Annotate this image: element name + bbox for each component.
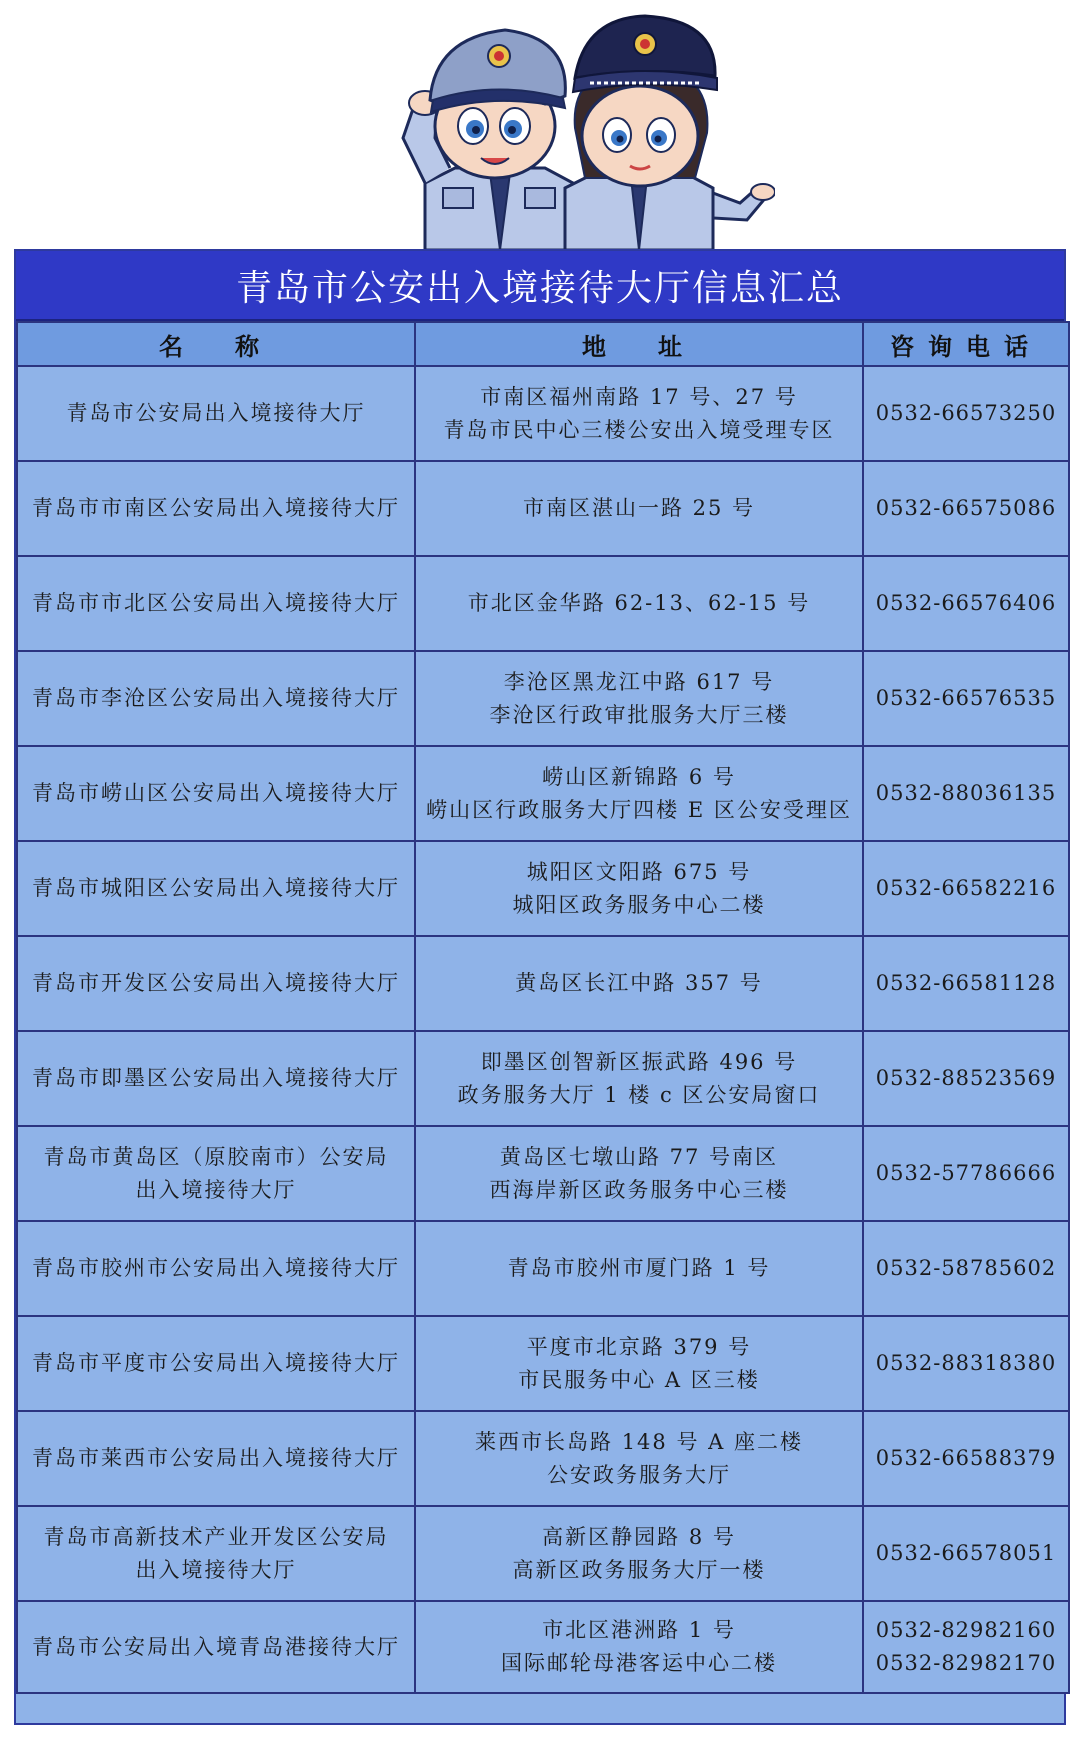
cell-address: 市北区港洲路 1 号 国际邮轮母港客运中心二楼: [415, 1601, 863, 1693]
cell-address: 黄岛区七墩山路 77 号南区 西海岸新区政务服务中心三楼: [415, 1126, 863, 1221]
cell-name: 青岛市莱西市公安局出入境接待大厅: [17, 1411, 415, 1506]
cell-phone: 0532-57786666: [863, 1126, 1069, 1221]
table-row: [17, 936, 1069, 1031]
cell-address: 城阳区文阳路 675 号 城阳区政务服务中心二楼: [415, 841, 863, 936]
cell-name: 青岛市胶州市公安局出入境接待大厅: [17, 1221, 415, 1316]
cell-phone: 0532-66575086: [863, 461, 1069, 556]
info-table-container: [14, 249, 1066, 1725]
info-table: [16, 321, 1070, 1694]
table-row: [17, 1601, 1069, 1693]
cell-phone: 0532-66576406: [863, 556, 1069, 651]
table-row: [17, 1506, 1069, 1601]
table-row: [17, 651, 1069, 746]
cell-address: 高新区静园路 8 号 高新区政务服务大厅一楼: [415, 1506, 863, 1601]
cell-address: 莱西市长岛路 148 号 A 座二楼 公安政务服务大厅: [415, 1411, 863, 1506]
cell-name: 青岛市开发区公安局出入境接待大厅: [17, 936, 415, 1031]
header-address: 地 址: [415, 322, 863, 366]
cell-name: 青岛市平度市公安局出入境接待大厅: [17, 1316, 415, 1411]
cell-name: 青岛市即墨区公安局出入境接待大厅: [17, 1031, 415, 1126]
cell-phone: 0532-88523569: [863, 1031, 1069, 1126]
table-title: 青岛市公安出入境接待大厅信息汇总: [16, 251, 1064, 321]
cell-phone: 0532-66588379: [863, 1411, 1069, 1506]
cell-phone: 0532-66582216: [863, 841, 1069, 936]
female-officer-icon: [565, 16, 775, 250]
cell-address: 青岛市胶州市厦门路 1 号: [415, 1221, 863, 1316]
table-row: [17, 746, 1069, 841]
table-row: [17, 1031, 1069, 1126]
cell-phone: 0532-88318380: [863, 1316, 1069, 1411]
table-row: [17, 556, 1069, 651]
table-row: [17, 1126, 1069, 1221]
cell-phone: 0532-88036135: [863, 746, 1069, 841]
cell-address: 黄岛区长江中路 357 号: [415, 936, 863, 1031]
table-row: [17, 841, 1069, 936]
cell-name: 青岛市崂山区公安局出入境接待大厅: [17, 746, 415, 841]
cell-phone: 0532-66578051: [863, 1506, 1069, 1601]
cell-name: 青岛市黄岛区（原胶南市）公安局 出入境接待大厅: [17, 1126, 415, 1221]
cell-phone: 0532-58785602: [863, 1221, 1069, 1316]
cell-name: 青岛市市南区公安局出入境接待大厅: [17, 461, 415, 556]
cell-address: 李沧区黑龙江中路 617 号 李沧区行政审批服务大厅三楼: [415, 651, 863, 746]
cell-name: 青岛市李沧区公安局出入境接待大厅: [17, 651, 415, 746]
header-row: [17, 322, 1069, 366]
cell-name: 青岛市公安局出入境接待大厅: [17, 366, 415, 461]
cell-address: 市北区金华路 62-13、62-15 号: [415, 556, 863, 651]
cell-address: 平度市北京路 379 号 市民服务中心 A 区三楼: [415, 1316, 863, 1411]
cell-name: 青岛市城阳区公安局出入境接待大厅: [17, 841, 415, 936]
cell-address: 市南区福州南路 17 号、27 号 青岛市民中心三楼公安出入境受理专区: [415, 366, 863, 461]
table-row: [17, 366, 1069, 461]
cell-phone: 0532-66573250: [863, 366, 1069, 461]
table-row: [17, 1221, 1069, 1316]
cell-address: 即墨区创智新区振武路 496 号 政务服务大厅 1 楼 c 区公安局窗口: [415, 1031, 863, 1126]
cell-phone: 0532-66576535: [863, 651, 1069, 746]
cell-phone: 0532-82982160 0532-82982170: [863, 1601, 1069, 1693]
cell-name: 青岛市高新技术产业开发区公安局 出入境接待大厅: [17, 1506, 415, 1601]
header-phone: 咨询电话: [863, 322, 1069, 366]
table-row: [17, 461, 1069, 556]
header-name: 名 称: [17, 322, 415, 366]
cell-phone: 0532-66581128: [863, 936, 1069, 1031]
police-mascots-icon: [395, 8, 775, 250]
table-row: [17, 1411, 1069, 1506]
male-officer-icon: [403, 30, 573, 250]
cell-address: 市南区湛山一路 25 号: [415, 461, 863, 556]
cell-name: 青岛市市北区公安局出入境接待大厅: [17, 556, 415, 651]
table-row: [17, 1316, 1069, 1411]
cell-address: 崂山区新锦路 6 号 崂山区行政服务大厅四楼 E 区公安受理区: [415, 746, 863, 841]
cell-name: 青岛市公安局出入境青岛港接待大厅: [17, 1601, 415, 1693]
